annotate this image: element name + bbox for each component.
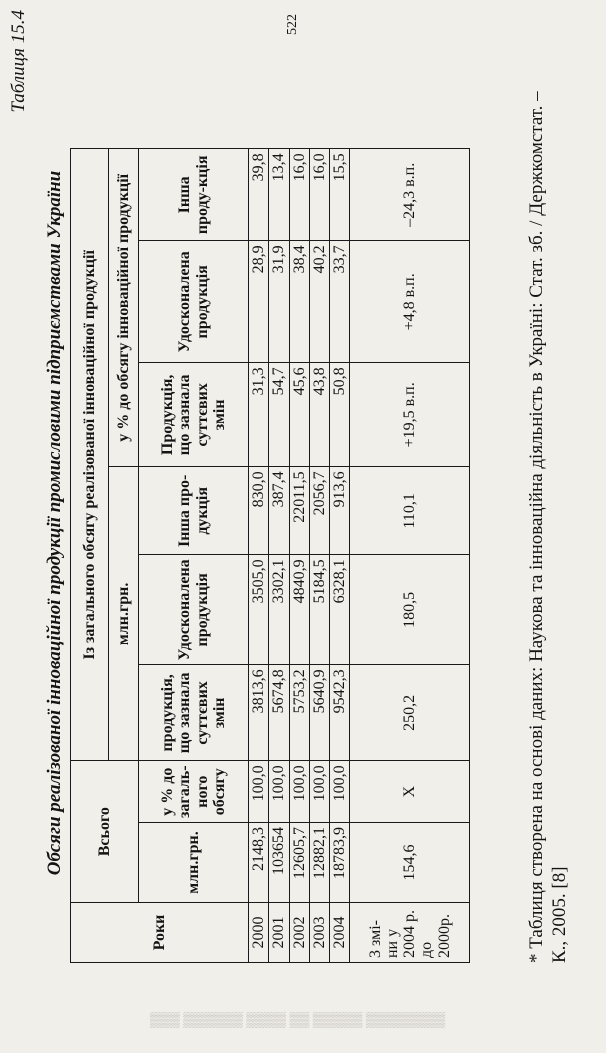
cell-year: 2003 <box>309 903 329 963</box>
header-breakdown: Із загального обсягу реалізованої інноваційної продукції <box>71 149 109 761</box>
cell-total-mln: 12605,7 <box>289 823 309 903</box>
cell-new-product: 9542,3 <box>330 665 350 761</box>
cell-total-pct: 100,0 <box>330 761 350 823</box>
page-number: 522 <box>285 14 300 35</box>
cell-improved: 3505,0 <box>249 555 269 665</box>
show-through-text: ▒▒▒ ▒▒▒▒▒▒ ▒▒▒▒ ▒▒ ▒▒▒▒▒ ▒▒▒▒▒▒▒▒ <box>150 1013 446 1028</box>
cell-new-product-pct: 54,7 <box>269 363 289 467</box>
table-row <box>330 149 350 963</box>
cell-improved-pct: 38,4 <box>289 241 309 363</box>
cell-total-pct: X <box>350 761 470 823</box>
header-improved-pct: Удосконалена продукція <box>139 241 249 363</box>
cell-improved: 6328,1 <box>330 555 350 665</box>
cell-new-product-pct: 43,8 <box>309 363 329 467</box>
cell-new-product: 5640,9 <box>309 665 329 761</box>
cell-other-pct: –24,3 в.п. <box>350 149 470 241</box>
cell-other: 387,4 <box>269 467 289 555</box>
cell-change-label: 3 змі-ни у 2004 р. до 2000р. <box>350 903 470 963</box>
cell-other: 830,0 <box>249 467 269 555</box>
cell-year: 2001 <box>269 903 289 963</box>
table-title: Обсяги реалізованої інноваційної продукції промисловими підприємствами України <box>44 170 65 876</box>
cell-new-product-pct: +19,5 в.п. <box>350 363 470 467</box>
cell-total-mln: 18783,9 <box>330 823 350 903</box>
header-years: Роки <box>71 903 249 963</box>
cell-total-pct: 100,0 <box>269 761 289 823</box>
cell-other-pct: 16,0 <box>309 149 329 241</box>
cell-new-product-pct: 50,8 <box>330 363 350 467</box>
header-new-product: продукція, що зазнала суттєвих змін <box>139 665 249 761</box>
cell-total-pct: 100,0 <box>289 761 309 823</box>
table-row <box>309 149 329 963</box>
cell-total-pct: 100,0 <box>309 761 329 823</box>
cell-year: 2004 <box>330 903 350 963</box>
cell-year: 2002 <box>289 903 309 963</box>
header-total-pct: у % до загаль-ного обсягу <box>139 761 249 823</box>
cell-total-pct: 100,0 <box>249 761 269 823</box>
cell-other-pct: 15,5 <box>330 149 350 241</box>
cell-improved: 4840,9 <box>289 555 309 665</box>
table-row <box>269 149 289 963</box>
header-new-product-pct: Продукція, що зазнала суттєвих змін <box>139 363 249 467</box>
cell-improved: 180,5 <box>350 555 470 665</box>
cell-total-mln: 2148,3 <box>249 823 269 903</box>
cell-other: 110,1 <box>350 467 470 555</box>
header-total: Всього <box>71 761 139 903</box>
table-caption: Таблиця 15.4 <box>8 10 29 113</box>
header-total-mln: млн.грн. <box>139 823 249 903</box>
cell-year: 2000 <box>249 903 269 963</box>
cell-other: 2056,7 <box>309 467 329 555</box>
table-row-change <box>350 149 470 963</box>
cell-other: 913,6 <box>330 467 350 555</box>
cell-total-mln: 154,6 <box>350 823 470 903</box>
table-row <box>249 149 269 963</box>
table-footnote: * Таблиця створена на основі даних: Наукова та інноваційна діяльність в Україні: Стат. зб. / Держкомстат. – К., 2005. [8] <box>526 91 570 963</box>
cell-new-product-pct: 45,6 <box>289 363 309 467</box>
header-mln: млн.грн. <box>109 467 139 761</box>
cell-improved-pct: 40,2 <box>309 241 329 363</box>
cell-new-product-pct: 31,3 <box>249 363 269 467</box>
header-improved: Удосконалена продукція <box>139 555 249 665</box>
cell-improved-pct: 33,7 <box>330 241 350 363</box>
header-other: Інша про-дукція <box>139 467 249 555</box>
header-pct: у % до обсягу інноваційної продукції <box>109 149 139 467</box>
cell-total-mln: 12882,1 <box>309 823 329 903</box>
cell-other: 22011,5 <box>289 467 309 555</box>
cell-other-pct: 13,4 <box>269 149 289 241</box>
cell-total-mln: 103654 <box>269 823 289 903</box>
cell-new-product: 3813,6 <box>249 665 269 761</box>
cell-other-pct: 16,0 <box>289 149 309 241</box>
cell-new-product: 5753,2 <box>289 665 309 761</box>
cell-new-product: 250,2 <box>350 665 470 761</box>
table-row <box>289 149 309 963</box>
cell-improved: 5184,5 <box>309 555 329 665</box>
innovation-table <box>70 148 470 963</box>
cell-new-product: 5674,8 <box>269 665 289 761</box>
cell-improved-pct: 28,9 <box>249 241 269 363</box>
cell-improved: 3302,1 <box>269 555 289 665</box>
cell-improved-pct: 31,9 <box>269 241 289 363</box>
cell-other-pct: 39,8 <box>249 149 269 241</box>
cell-improved-pct: +4,8 в.п. <box>350 241 470 363</box>
header-other-pct: Інша проду-кція <box>139 149 249 241</box>
